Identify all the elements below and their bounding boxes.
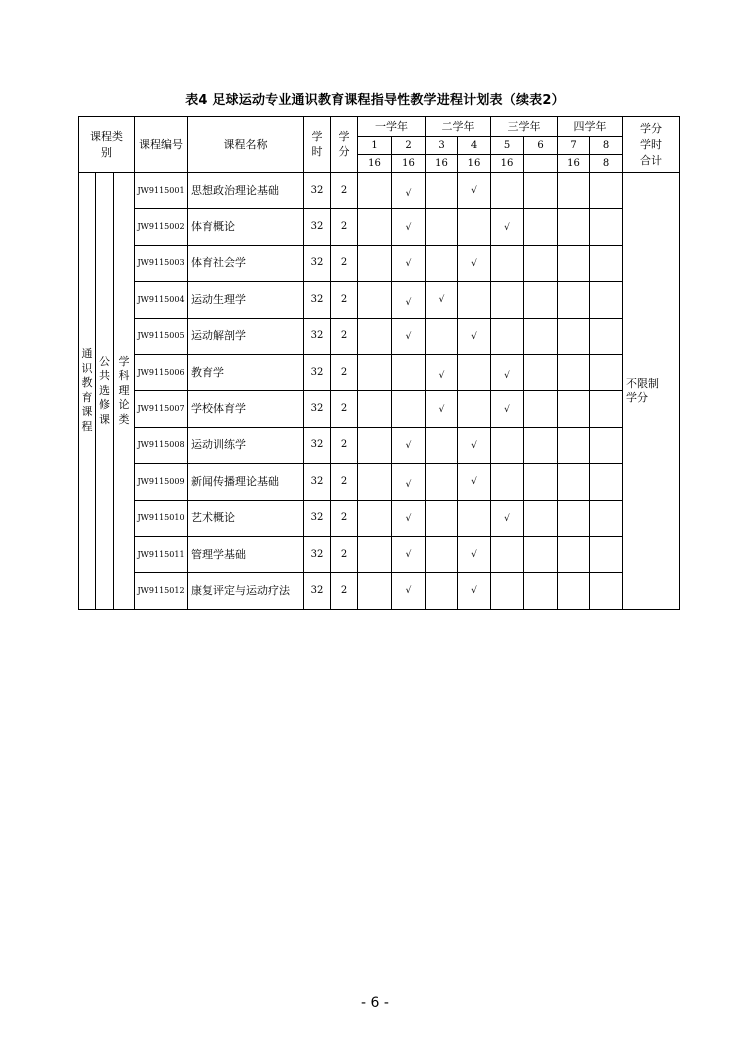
semester-cell: [558, 209, 590, 245]
semester-cell: [524, 318, 558, 354]
course-code: JW9115011: [135, 536, 188, 572]
semester-cell: [358, 318, 392, 354]
semester-3: 3: [426, 137, 458, 155]
semester-cell: [524, 245, 558, 281]
header-year-1: 一学年: [358, 117, 426, 137]
category-level-3-label: 学科理论类: [118, 354, 130, 426]
course-code: JW9115010: [135, 500, 188, 536]
semester-4: 4: [458, 137, 491, 155]
page-number: - 6 -: [361, 995, 389, 1011]
course-credits: 2: [331, 500, 358, 536]
course-credits: 2: [331, 282, 358, 318]
semester-cell: [392, 391, 426, 427]
semester-cell: [590, 282, 623, 318]
course-name: 艺术概论: [188, 500, 304, 536]
course-name: 新闻传播理论基础: [188, 464, 304, 500]
course-code: JW9115001: [135, 173, 188, 209]
course-name: 思想政治理论基础: [188, 173, 304, 209]
credit-total-cell: [623, 173, 680, 610]
course-hours: 32: [304, 209, 331, 245]
semester-cell: [458, 573, 491, 609]
semester-cell: [590, 173, 623, 209]
course-code: JW9115012: [135, 573, 188, 609]
semester-cell: [426, 573, 458, 609]
course-name: 体育社会学: [188, 245, 304, 281]
header-category-label: 课程类别: [90, 129, 123, 159]
semester-cell: [358, 573, 392, 609]
table-row: [79, 354, 680, 390]
check-mark-icon: √: [405, 440, 412, 451]
check-mark-icon: √: [504, 222, 510, 233]
semester-cell: [458, 427, 491, 463]
course-credits: 2: [331, 573, 358, 609]
check-mark-icon: √: [471, 440, 477, 451]
course-hours: 32: [304, 318, 331, 354]
course-hours: 32: [304, 500, 331, 536]
course-hours: 32: [304, 573, 331, 609]
header-credits: [331, 117, 358, 173]
semester-cell: [426, 391, 458, 427]
semester-cell: [458, 245, 491, 281]
semester-cell: [426, 536, 458, 572]
semester-cell: [524, 464, 558, 500]
course-code: JW9115006: [135, 354, 188, 390]
header-year-2: 二学年: [426, 117, 491, 137]
course-code: JW9115004: [135, 282, 188, 318]
check-mark-icon: √: [504, 371, 510, 382]
semester-cell: [392, 282, 426, 318]
course-name: 运动生理学: [188, 282, 304, 318]
course-hours: 32: [304, 354, 331, 390]
course-credits: 2: [331, 318, 358, 354]
semester-cell: [392, 500, 426, 536]
semester-cell: [558, 318, 590, 354]
semester-cell: [491, 391, 524, 427]
check-mark-icon: √: [405, 586, 412, 597]
category-level-3: [114, 173, 135, 610]
semester-cell: [491, 573, 524, 609]
semester-cell: [491, 427, 524, 463]
semester-cell: [458, 318, 491, 354]
semester-cell: [392, 536, 426, 572]
header-hours: [304, 117, 331, 173]
semester-cell: [358, 464, 392, 500]
semester-cell: [358, 500, 392, 536]
course-credits: 2: [331, 173, 358, 209]
semester-cell: [358, 209, 392, 245]
check-mark-icon: √: [471, 586, 477, 597]
semester-cell: [392, 354, 426, 390]
semester-cell: [491, 354, 524, 390]
check-mark-icon: √: [471, 550, 477, 561]
table-row: [79, 427, 680, 463]
semester-cell: [524, 354, 558, 390]
course-hours: 32: [304, 427, 331, 463]
semester-cell: [392, 427, 426, 463]
semester-cell: [524, 173, 558, 209]
table-row: [79, 318, 680, 354]
table-row: [79, 282, 680, 318]
semester-cell: [392, 318, 426, 354]
semester-cell: [491, 536, 524, 572]
weeks-1: 16: [358, 155, 392, 173]
check-mark-icon: √: [438, 371, 445, 382]
header-credits-label: 学分: [338, 130, 350, 158]
semester-cell: [426, 318, 458, 354]
course-code: JW9115009: [135, 464, 188, 500]
table-row: [79, 391, 680, 427]
semester-cell: [426, 354, 458, 390]
semester-cell: [491, 500, 524, 536]
check-mark-icon: √: [438, 295, 445, 306]
semester-cell: [458, 464, 491, 500]
semester-cell: [491, 464, 524, 500]
header-category: [79, 117, 135, 173]
semester-cell: [524, 573, 558, 609]
table-row: [79, 245, 680, 281]
check-mark-icon: √: [471, 186, 477, 197]
check-mark-icon: √: [405, 480, 412, 491]
semester-cell: [524, 427, 558, 463]
course-credits: 2: [331, 464, 358, 500]
semester-cell: [590, 536, 623, 572]
check-mark-icon: √: [405, 550, 412, 561]
course-credits: 2: [331, 391, 358, 427]
semester-cell: [491, 173, 524, 209]
semester-cell: [458, 173, 491, 209]
semester-cell: [358, 427, 392, 463]
semester-cell: [458, 536, 491, 572]
semester-cell: [524, 209, 558, 245]
semester-5: 5: [491, 137, 524, 155]
course-hours: 32: [304, 464, 331, 500]
semester-cell: [590, 573, 623, 609]
semester-cell: [392, 245, 426, 281]
table-row: [79, 464, 680, 500]
weeks-5: 16: [491, 155, 524, 173]
semester-cell: [491, 282, 524, 318]
course-code: JW9115005: [135, 318, 188, 354]
table-row: [79, 500, 680, 536]
check-mark-icon: √: [438, 404, 445, 415]
semester-cell: [590, 209, 623, 245]
header-credit-total: [623, 117, 680, 173]
semester-cell: [491, 245, 524, 281]
semester-cell: [590, 391, 623, 427]
table-row: [79, 209, 680, 245]
semester-cell: [558, 354, 590, 390]
table-row: [79, 173, 680, 209]
semester-cell: [358, 173, 392, 209]
course-name: 运动解剖学: [188, 318, 304, 354]
check-mark-icon: √: [504, 404, 510, 415]
semester-cell: [558, 282, 590, 318]
weeks-4: 16: [458, 155, 491, 173]
course-hours: 32: [304, 245, 331, 281]
course-hours: 32: [304, 282, 331, 318]
semester-6: 6: [524, 137, 558, 155]
semester-cell: [458, 282, 491, 318]
course-code: JW9115003: [135, 245, 188, 281]
check-mark-icon: √: [471, 258, 477, 269]
semester-cell: [491, 209, 524, 245]
course-name: 体育概论: [188, 209, 304, 245]
course-name: 教育学: [188, 354, 304, 390]
weeks-7: 16: [558, 155, 590, 173]
credit-note: 不限制学分: [626, 376, 659, 404]
category-level-1: [79, 173, 96, 610]
course-name: 运动训练学: [188, 427, 304, 463]
semester-7: 7: [558, 137, 590, 155]
course-code: JW9115008: [135, 427, 188, 463]
semester-cell: [426, 209, 458, 245]
header-hours-label: 学时: [311, 130, 323, 158]
table-title: 表4 足球运动专业通识教育课程指导性教学进程计划表（续表2）: [185, 93, 565, 108]
check-mark-icon: √: [471, 477, 477, 488]
semester-2: 2: [392, 137, 426, 155]
semester-cell: [524, 282, 558, 318]
teaching-plan-table: [78, 116, 680, 610]
semester-cell: [426, 173, 458, 209]
semester-cell: [358, 391, 392, 427]
check-mark-icon: √: [471, 331, 477, 342]
weeks-3: 16: [426, 155, 458, 173]
category-level-2: [96, 173, 114, 610]
semester-cell: [558, 427, 590, 463]
category-level-1-label: 通识教育课程: [81, 347, 93, 433]
header-credit-total-label: 学分学时合计: [640, 121, 662, 167]
semester-cell: [558, 245, 590, 281]
course-hours: 32: [304, 391, 331, 427]
check-mark-icon: √: [405, 222, 412, 233]
semester-cell: [426, 427, 458, 463]
semester-cell: [590, 464, 623, 500]
table-row: [79, 536, 680, 572]
semester-cell: [358, 282, 392, 318]
course-hours: 32: [304, 536, 331, 572]
semester-cell: [590, 354, 623, 390]
semester-cell: [458, 391, 491, 427]
category-level-2-label: 公共选修课: [99, 354, 110, 426]
header-year-4: 四学年: [558, 117, 623, 137]
semester-cell: [392, 464, 426, 500]
header-year-3: 三学年: [491, 117, 558, 137]
semester-1: 1: [358, 137, 392, 155]
check-mark-icon: √: [405, 189, 412, 200]
semester-cell: [358, 536, 392, 572]
semester-cell: [458, 209, 491, 245]
semester-cell: [426, 282, 458, 318]
course-code: JW9115002: [135, 209, 188, 245]
semester-cell: [458, 500, 491, 536]
semester-cell: [392, 173, 426, 209]
course-credits: 2: [331, 245, 358, 281]
semester-8: 8: [590, 137, 623, 155]
weeks-6: [524, 155, 558, 173]
course-code: JW9115007: [135, 391, 188, 427]
semester-cell: [590, 245, 623, 281]
check-mark-icon: √: [405, 331, 412, 342]
header-name: 课程名称: [188, 117, 304, 173]
course-name: 学校体育学: [188, 391, 304, 427]
check-mark-icon: √: [405, 258, 412, 269]
check-mark-icon: √: [405, 513, 412, 524]
check-mark-icon: √: [405, 298, 412, 309]
semester-cell: [524, 391, 558, 427]
semester-cell: [558, 464, 590, 500]
semester-cell: [358, 354, 392, 390]
semester-cell: [458, 354, 491, 390]
semester-cell: [558, 391, 590, 427]
course-credits: 2: [331, 209, 358, 245]
header-row-years: [79, 117, 680, 137]
semester-cell: [590, 427, 623, 463]
header-code: 课程编号: [135, 117, 188, 173]
weeks-2: 16: [392, 155, 426, 173]
semester-cell: [491, 318, 524, 354]
course-credits: 2: [331, 427, 358, 463]
course-name: 管理学基础: [188, 536, 304, 572]
semester-cell: [524, 500, 558, 536]
semester-cell: [558, 573, 590, 609]
semester-cell: [558, 500, 590, 536]
course-hours: 32: [304, 173, 331, 209]
course-credits: 2: [331, 354, 358, 390]
semester-cell: [426, 245, 458, 281]
table-row: [79, 573, 680, 609]
semester-cell: [392, 573, 426, 609]
semester-cell: [558, 173, 590, 209]
semester-cell: [392, 209, 426, 245]
semester-cell: [524, 536, 558, 572]
weeks-8: 8: [590, 155, 623, 173]
course-credits: 2: [331, 536, 358, 572]
semester-cell: [358, 245, 392, 281]
semester-cell: [426, 500, 458, 536]
semester-cell: [590, 318, 623, 354]
semester-cell: [590, 500, 623, 536]
semester-cell: [426, 464, 458, 500]
check-mark-icon: √: [504, 513, 510, 524]
semester-cell: [558, 536, 590, 572]
course-name: 康复评定与运动疗法: [188, 573, 304, 609]
